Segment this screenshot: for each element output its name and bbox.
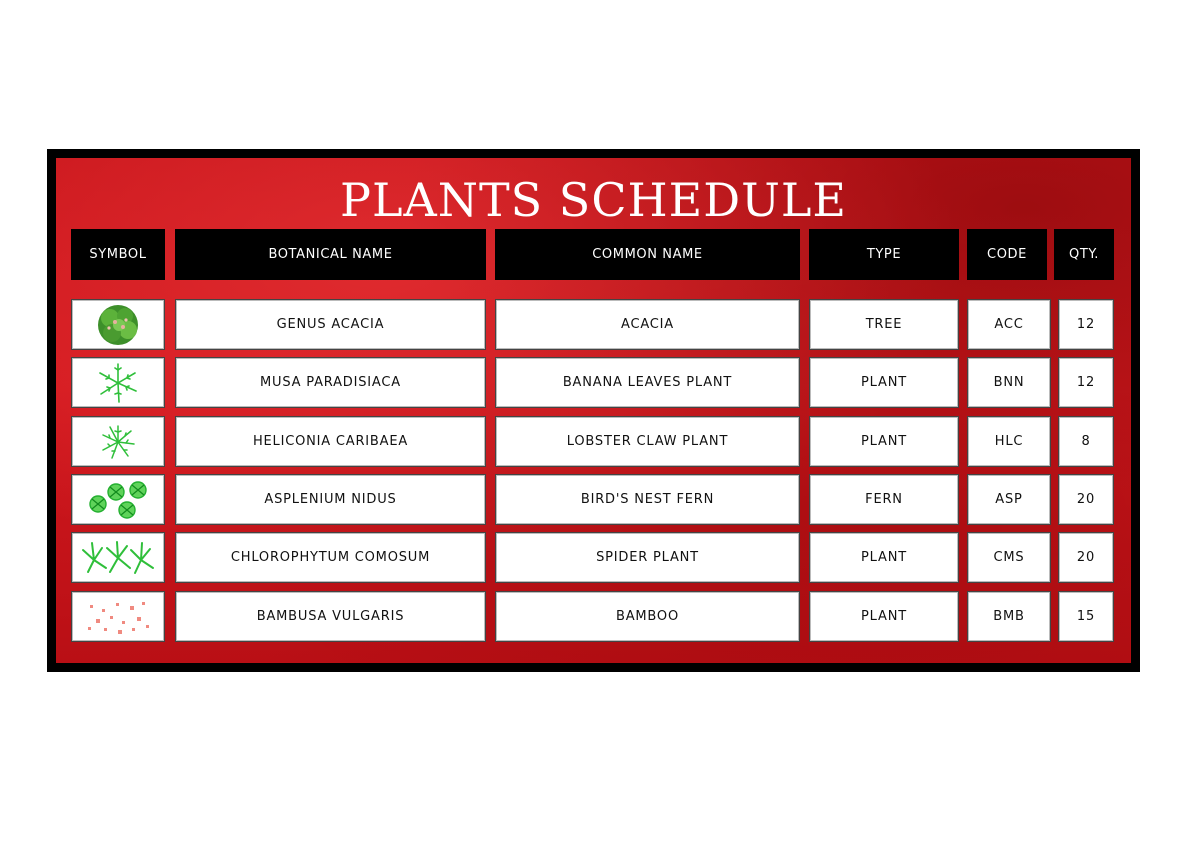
schedule-frame — [47, 149, 1140, 672]
table-cell-botanical: MUSA PARADISIACA — [175, 357, 486, 408]
table-cell-type: FERN — [809, 474, 959, 525]
table-cell-common: ACACIA — [495, 299, 800, 350]
table-cell-botanical: ASPLENIUM NIDUS — [175, 474, 486, 525]
table-cell-botanical: BAMBUSA VULGARIS — [175, 591, 486, 642]
spider-plant-icon — [80, 538, 156, 578]
column-header-symbol: SYMBOL — [71, 229, 165, 280]
table-row-symbol — [71, 474, 165, 525]
table-cell-code: BMB — [967, 591, 1051, 642]
table-cell-code: BNN — [967, 357, 1051, 408]
table-cell-qty: 12 — [1058, 299, 1114, 350]
column-header-type: TYPE — [809, 229, 959, 280]
column-header-qty: QTY. — [1054, 229, 1114, 280]
table-cell-common: BAMBOO — [495, 591, 800, 642]
table-cell-code: ASP — [967, 474, 1051, 525]
bamboo-dots-icon — [82, 597, 154, 637]
table-cell-type: PLANT — [809, 591, 959, 642]
table-cell-botanical: HELICONIA CARIBAEA — [175, 416, 486, 467]
heliconia-icon — [98, 422, 138, 462]
table-cell-type: PLANT — [809, 357, 959, 408]
acacia-tree-icon — [92, 301, 144, 349]
table-cell-common: SPIDER PLANT — [495, 532, 800, 583]
table-cell-qty: 15 — [1058, 591, 1114, 642]
table-cell-common: LOBSTER CLAW PLANT — [495, 416, 800, 467]
table-cell-qty: 20 — [1058, 532, 1114, 583]
table-row-symbol — [71, 299, 165, 350]
table-cell-type: TREE — [809, 299, 959, 350]
column-header-botanical-name: BOTANICAL NAME — [175, 229, 486, 280]
table-cell-qty: 20 — [1058, 474, 1114, 525]
table-cell-common: BANANA LEAVES PLANT — [495, 357, 800, 408]
table-cell-common: BIRD'S NEST FERN — [495, 474, 800, 525]
banana-leaves-icon — [95, 361, 141, 405]
table-cell-botanical: CHLOROPHYTUM COMOSUM — [175, 532, 486, 583]
table-cell-code: ACC — [967, 299, 1051, 350]
table-cell-botanical: GENUS ACACIA — [175, 299, 486, 350]
table-cell-code: HLC — [967, 416, 1051, 467]
table-cell-type: PLANT — [809, 532, 959, 583]
column-header-common-name: COMMON NAME — [495, 229, 800, 280]
table-cell-type: PLANT — [809, 416, 959, 467]
table-cell-qty: 12 — [1058, 357, 1114, 408]
table-cell-code: CMS — [967, 532, 1051, 583]
table-row-symbol — [71, 416, 165, 467]
table-cell-qty: 8 — [1058, 416, 1114, 467]
fern-cluster-icon — [82, 478, 154, 522]
page-title: PLANTS SCHEDULE — [340, 173, 847, 227]
column-header-code: CODE — [967, 229, 1047, 280]
table-row-symbol — [71, 357, 165, 408]
schedule-panel — [56, 158, 1131, 663]
table-row-symbol — [71, 591, 165, 642]
table-row-symbol — [71, 532, 165, 583]
